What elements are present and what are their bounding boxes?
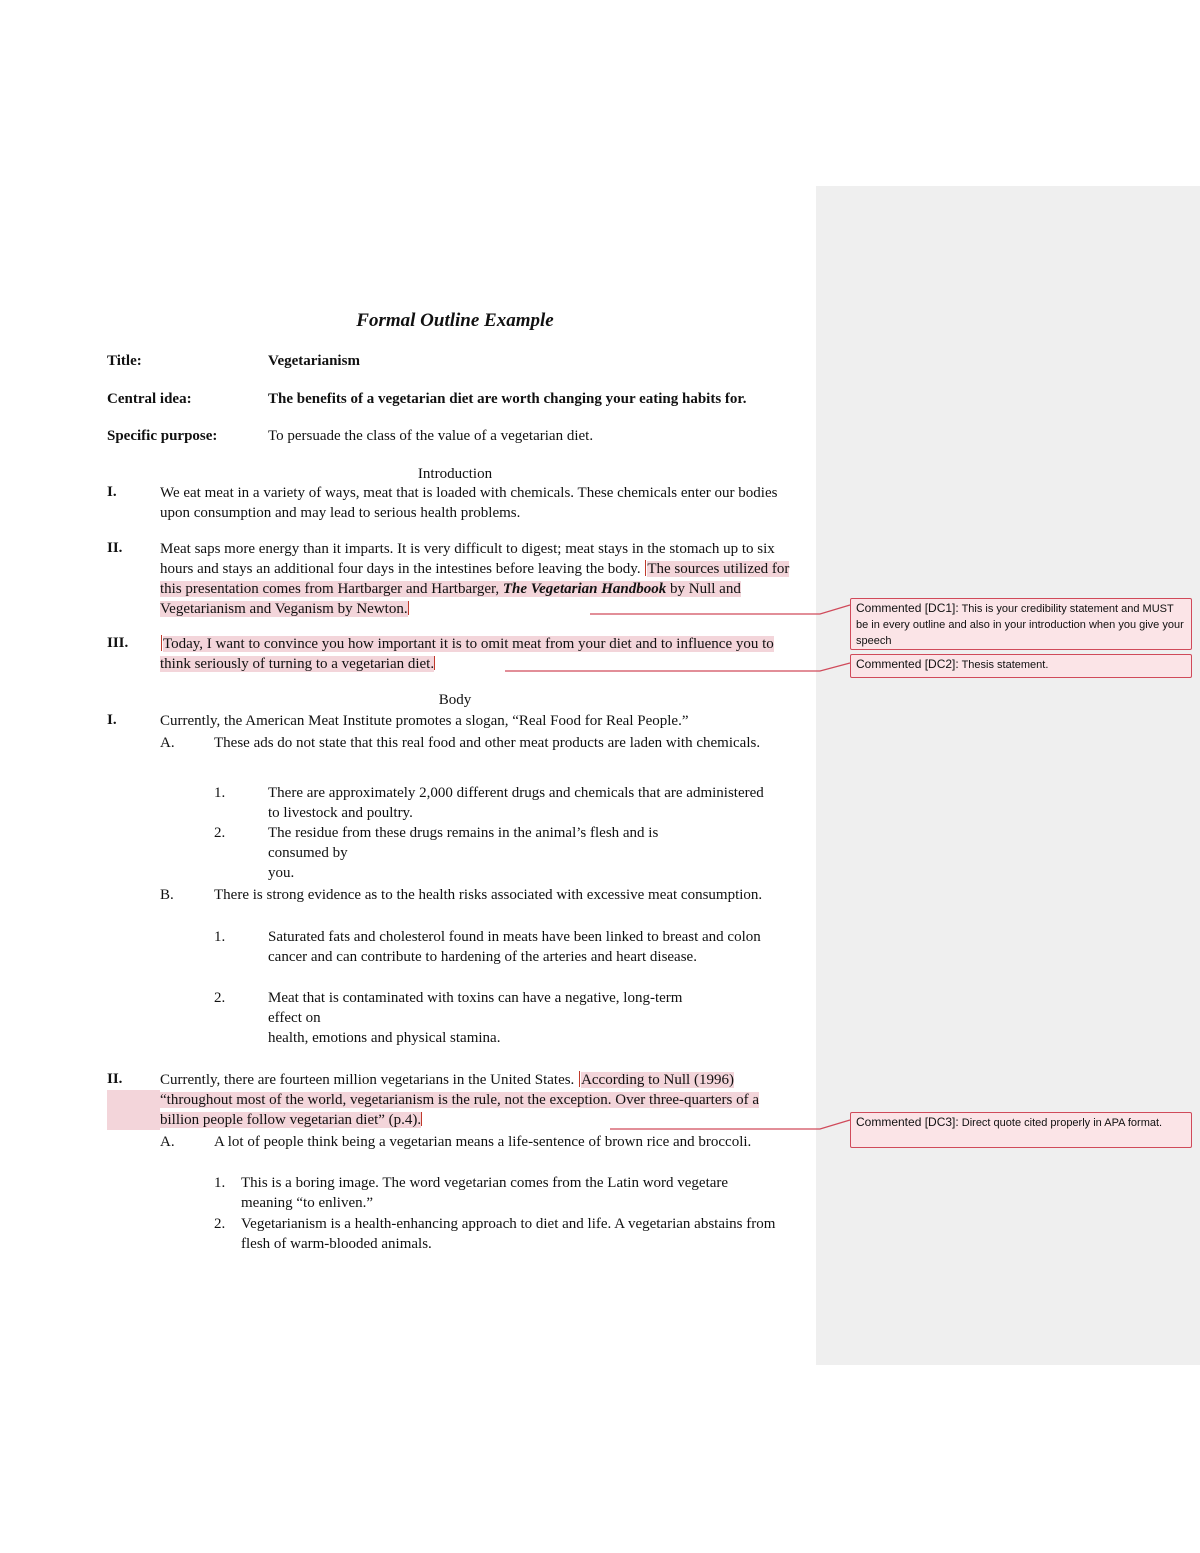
body-i-b-number: B. — [160, 887, 174, 903]
meta-label-specific-purpose: Specific purpose: — [107, 428, 218, 444]
book-title: The Vegetarian Handbook — [502, 581, 667, 597]
body-i-b-2-line-1: Meat that is contaminated with toxins can have a negative, long-term — [268, 990, 683, 1006]
intro-ii-text: Meat saps more energy than it imparts. It is very difficult to digest; meat stays in the stomach up to six hours and stays an additional four days in the intestines before leaving the body. — [160, 541, 775, 577]
body-i-b-1-text: Saturated fats and cholesterol found in meats have been linked to breast and colon cancer and can contribute to hardening of the arteries and heart disease. — [268, 929, 761, 965]
comment-dc2-text: Thesis statement. — [961, 659, 1049, 671]
comment-pane — [816, 186, 1200, 1365]
comment-anchor-dc2-start — [161, 635, 162, 651]
body-ii-a-1-number: 1. — [214, 1175, 226, 1191]
comment-dc1-label: Commented [DC1]: — [856, 601, 959, 615]
document-title: Formal Outline Example — [356, 310, 554, 331]
intro-iii-paragraph — [160, 634, 800, 674]
comment-dc2[interactable] — [850, 654, 1192, 678]
comment-dc1-text: This is your credibility statement and MUST be in every outline and also in your introduction when you give your speech — [856, 603, 1184, 647]
body-ii-a-number: A. — [160, 1134, 175, 1150]
comment-anchor-dc1-end — [408, 601, 409, 615]
comment-dc1[interactable] — [850, 598, 1192, 650]
meta-value-title: Vegetarianism — [268, 353, 360, 369]
comment-anchor-dc3-start — [579, 1071, 580, 1087]
credibility-statement-text: The sources utilized for this presentation comes from Hartbarger and Hartbarger, — [160, 561, 790, 597]
intro-ii-paragraph — [160, 539, 800, 619]
direct-quote[interactable]: According to Null (1996) “throughout most of the world, vegetarianism is the rule, not the exception. Over three-quarters of a billion people follow vegetarian diet” (p.4). — [160, 1072, 759, 1128]
body-i-a-2-line-3: you. — [268, 865, 295, 881]
intro-i-text: We eat meat in a variety of ways, meat that is loaded with chemicals. These chemicals enter our bodies upon consumption and may lead to serious health problems. — [160, 485, 778, 521]
body-i-b-2-line-3: health, emotions and physical stamina. — [268, 1030, 501, 1046]
comment-dc3[interactable] — [850, 1112, 1192, 1148]
body-ii-text: Currently, there are fourteen million vegetarians in the United States. — [160, 1072, 575, 1088]
body-i-b-2-line-2: effect on — [268, 1010, 321, 1026]
comment-dc3-text: Direct quote cited properly in APA format. — [961, 1117, 1163, 1129]
meta-value-specific-purpose: To persuade the class of the value of a vegetarian diet. — [268, 428, 594, 444]
body-i-a-2-number: 2. — [214, 825, 226, 841]
body-i-a-1-number: 1. — [214, 785, 226, 801]
comment-dc2-label: Commented [DC2]: — [856, 657, 959, 671]
body-i-a-2-line-1: The residue from these drugs remains in the animal’s flesh and is — [268, 825, 659, 841]
body-i-number: I. — [107, 712, 117, 728]
body-heading: Body — [438, 692, 472, 708]
meta-label-title: Title: — [107, 353, 142, 369]
body-i-b-1-number: 1. — [214, 929, 226, 945]
body-ii-a-2-number: 2. — [214, 1216, 226, 1232]
body-i-a-text: These ads do not state that this real food and other meat products are laden with chemicals. — [214, 735, 761, 751]
body-i-b-text: There is strong evidence as to the health risks associated with excessive meat consumption. — [214, 887, 763, 903]
thesis-statement[interactable]: Today, I want to convince you how important it is to omit meat from your diet and to influence you to think seriously of turning to a vegetarian diet. — [160, 636, 774, 672]
comment-dc3-label: Commented [DC3]: — [856, 1115, 959, 1129]
body-i-b-2-text — [268, 988, 788, 1048]
body-ii-number: II. — [107, 1071, 123, 1087]
body-i-text: Currently, the American Meat Institute promotes a slogan, “Real Food for Real People.” — [160, 713, 689, 729]
body-ii-a-1-text: This is a boring image. The word vegetarian comes from the Latin word vegetare meaning “to enliven.” — [241, 1175, 729, 1211]
body-i-a-2-text — [268, 823, 788, 883]
body-i-b-2-number: 2. — [214, 990, 226, 1006]
introduction-heading: Introduction — [417, 466, 493, 482]
meta-value-central-idea: The benefits of a vegetarian diet are worth changing your eating habits for. — [268, 391, 747, 407]
comment-anchor-dc3-end — [421, 1112, 422, 1126]
body-i-a-number: A. — [160, 735, 175, 751]
intro-iii-number: III. — [107, 635, 129, 651]
meta-label-central-idea: Central idea: — [107, 391, 192, 407]
body-ii-a-text: A lot of people think being a vegetarian means a life-sentence of brown rice and broccoli. — [214, 1134, 752, 1150]
intro-i-number: I. — [107, 484, 117, 500]
body-ii-a-2-text: Vegetarianism is a health-enhancing approach to diet and life. A vegetarian abstains from flesh of warm-blooded animals. — [241, 1216, 776, 1252]
body-i-a-1-text: There are approximately 2,000 different drugs and chemicals that are administered to livestock and poultry. — [268, 785, 764, 821]
intro-ii-number: II. — [107, 540, 123, 556]
body-i-a-2-line-2: consumed by — [268, 845, 348, 861]
credibility-statement-tail: by Null and Vegetarianism and Veganism by Newton. — [160, 581, 741, 617]
body-ii-highlight-margin — [107, 1090, 160, 1130]
comment-anchor-dc2-end — [434, 656, 435, 670]
body-ii-paragraph — [160, 1070, 800, 1130]
